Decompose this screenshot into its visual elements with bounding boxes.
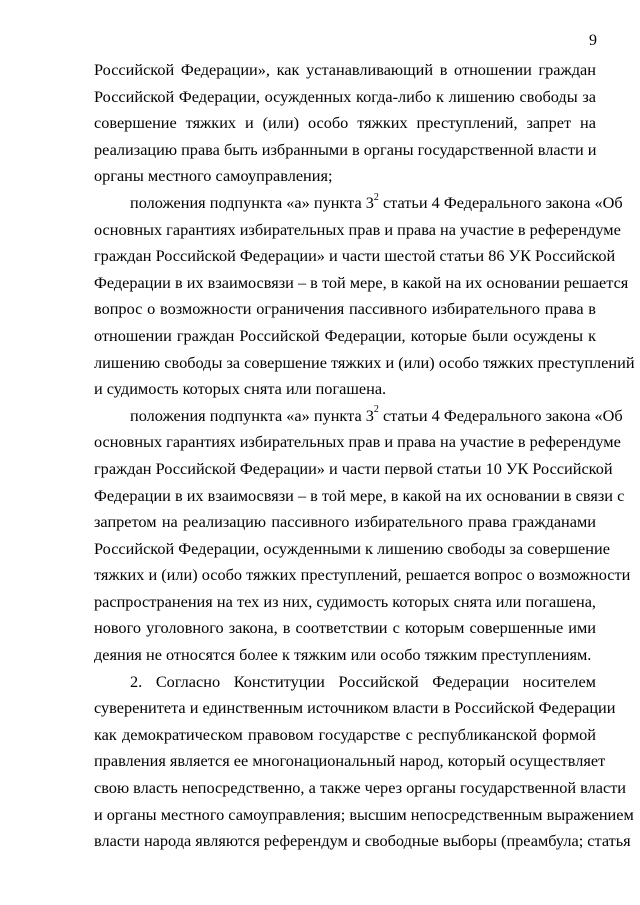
paragraph bbox=[94, 403, 631, 669]
text-line: распространения на тех из них, судимость которых снята или погашена, bbox=[94, 591, 596, 611]
text-line: свою власть непосредственно, а также через органы государственной власти bbox=[94, 778, 627, 798]
text-line: Федерации в их взаимосвязи – в той мере, в какой на их основании в связи с bbox=[94, 485, 625, 505]
text-line: Российской Федерации, осужденных когда-либо к лишению свободы за bbox=[94, 86, 596, 106]
text-line: 2. Согласно Конституции Российской Федерации носителем bbox=[130, 671, 596, 691]
text-line: органы местного самоуправления; bbox=[94, 166, 333, 186]
paragraph bbox=[94, 57, 596, 190]
text-line: правления является ее многонациональный народ, который осуществляет bbox=[94, 751, 606, 771]
superscript: 2 bbox=[373, 191, 379, 203]
text-line: деяния не относятся более к тяжким или особо тяжким преступлениям. bbox=[94, 645, 592, 665]
text-line: основных гарантиях избирательных прав и права на участие в референдуме bbox=[94, 219, 621, 239]
text-line: совершение тяжких и (или) особо тяжких преступлений, запрет на bbox=[94, 113, 596, 133]
text-line: Российской Федерации, осужденными к лишению свободы за совершение bbox=[94, 538, 610, 558]
text-line: Российской Федерации», как устанавливающий в отношении граждан bbox=[94, 60, 596, 79]
text-line: и органы местного самоуправления; высшим непосредственным выражением bbox=[94, 804, 634, 824]
text-line: суверенитета и единственным источником власти в Российской Федерации bbox=[94, 698, 616, 718]
text-line: вопрос о возможности ограничения пассивного избирательного права в bbox=[94, 299, 596, 319]
superscript: 2 bbox=[373, 404, 379, 416]
text-line: запретом на реализацию пассивного избирательного права гражданами bbox=[94, 512, 596, 532]
line-text: положения подпункта «а» пункта 3 bbox=[130, 192, 374, 212]
paragraph bbox=[94, 190, 635, 403]
text-line bbox=[94, 190, 623, 217]
text-line: Федерации в их взаимосвязи – в той мере, в какой на их основании решается bbox=[94, 272, 629, 292]
text-line: основных гарантиях избирательных прав и права на участие в референдуме bbox=[94, 432, 621, 452]
document-body bbox=[94, 57, 635, 855]
text-line: граждан Российской Федерации» и части шестой статьи 86 УК Российской bbox=[94, 246, 616, 266]
text-line: отношении граждан Российской Федерации, которые были осуждены к bbox=[94, 325, 596, 345]
line-text: статьи 4 Федерального закона «Об bbox=[378, 192, 623, 212]
line-text: статьи 4 Федерального закона «Об bbox=[378, 405, 623, 425]
text-line: лишению свободы за совершение тяжких и (или) особо тяжких преступлений bbox=[94, 352, 635, 372]
text-line: граждан Российской Федерации» и части первой статьи 10 УК Российской bbox=[94, 458, 613, 478]
page-number: 9 bbox=[589, 32, 597, 49]
text-line bbox=[94, 403, 623, 430]
line-text: положения подпункта «а» пункта 3 bbox=[130, 405, 374, 425]
text-line: как демократическом правовом государстве с республиканской формой bbox=[94, 724, 596, 744]
text-line: реализацию права быть избранными в органы государственной власти и bbox=[94, 139, 597, 159]
text-line: власти народа являются референдум и свободные выборы (преамбула; статья bbox=[94, 831, 631, 851]
text-line: и судимость которых снята или погашена. bbox=[94, 379, 387, 399]
text-line: тяжких и (или) особо тяжких преступлений, решается вопрос о возможности bbox=[94, 565, 631, 585]
text-line: нового уголовного закона, в соответствии с которым совершенные ими bbox=[94, 618, 596, 638]
paragraph bbox=[94, 669, 634, 855]
